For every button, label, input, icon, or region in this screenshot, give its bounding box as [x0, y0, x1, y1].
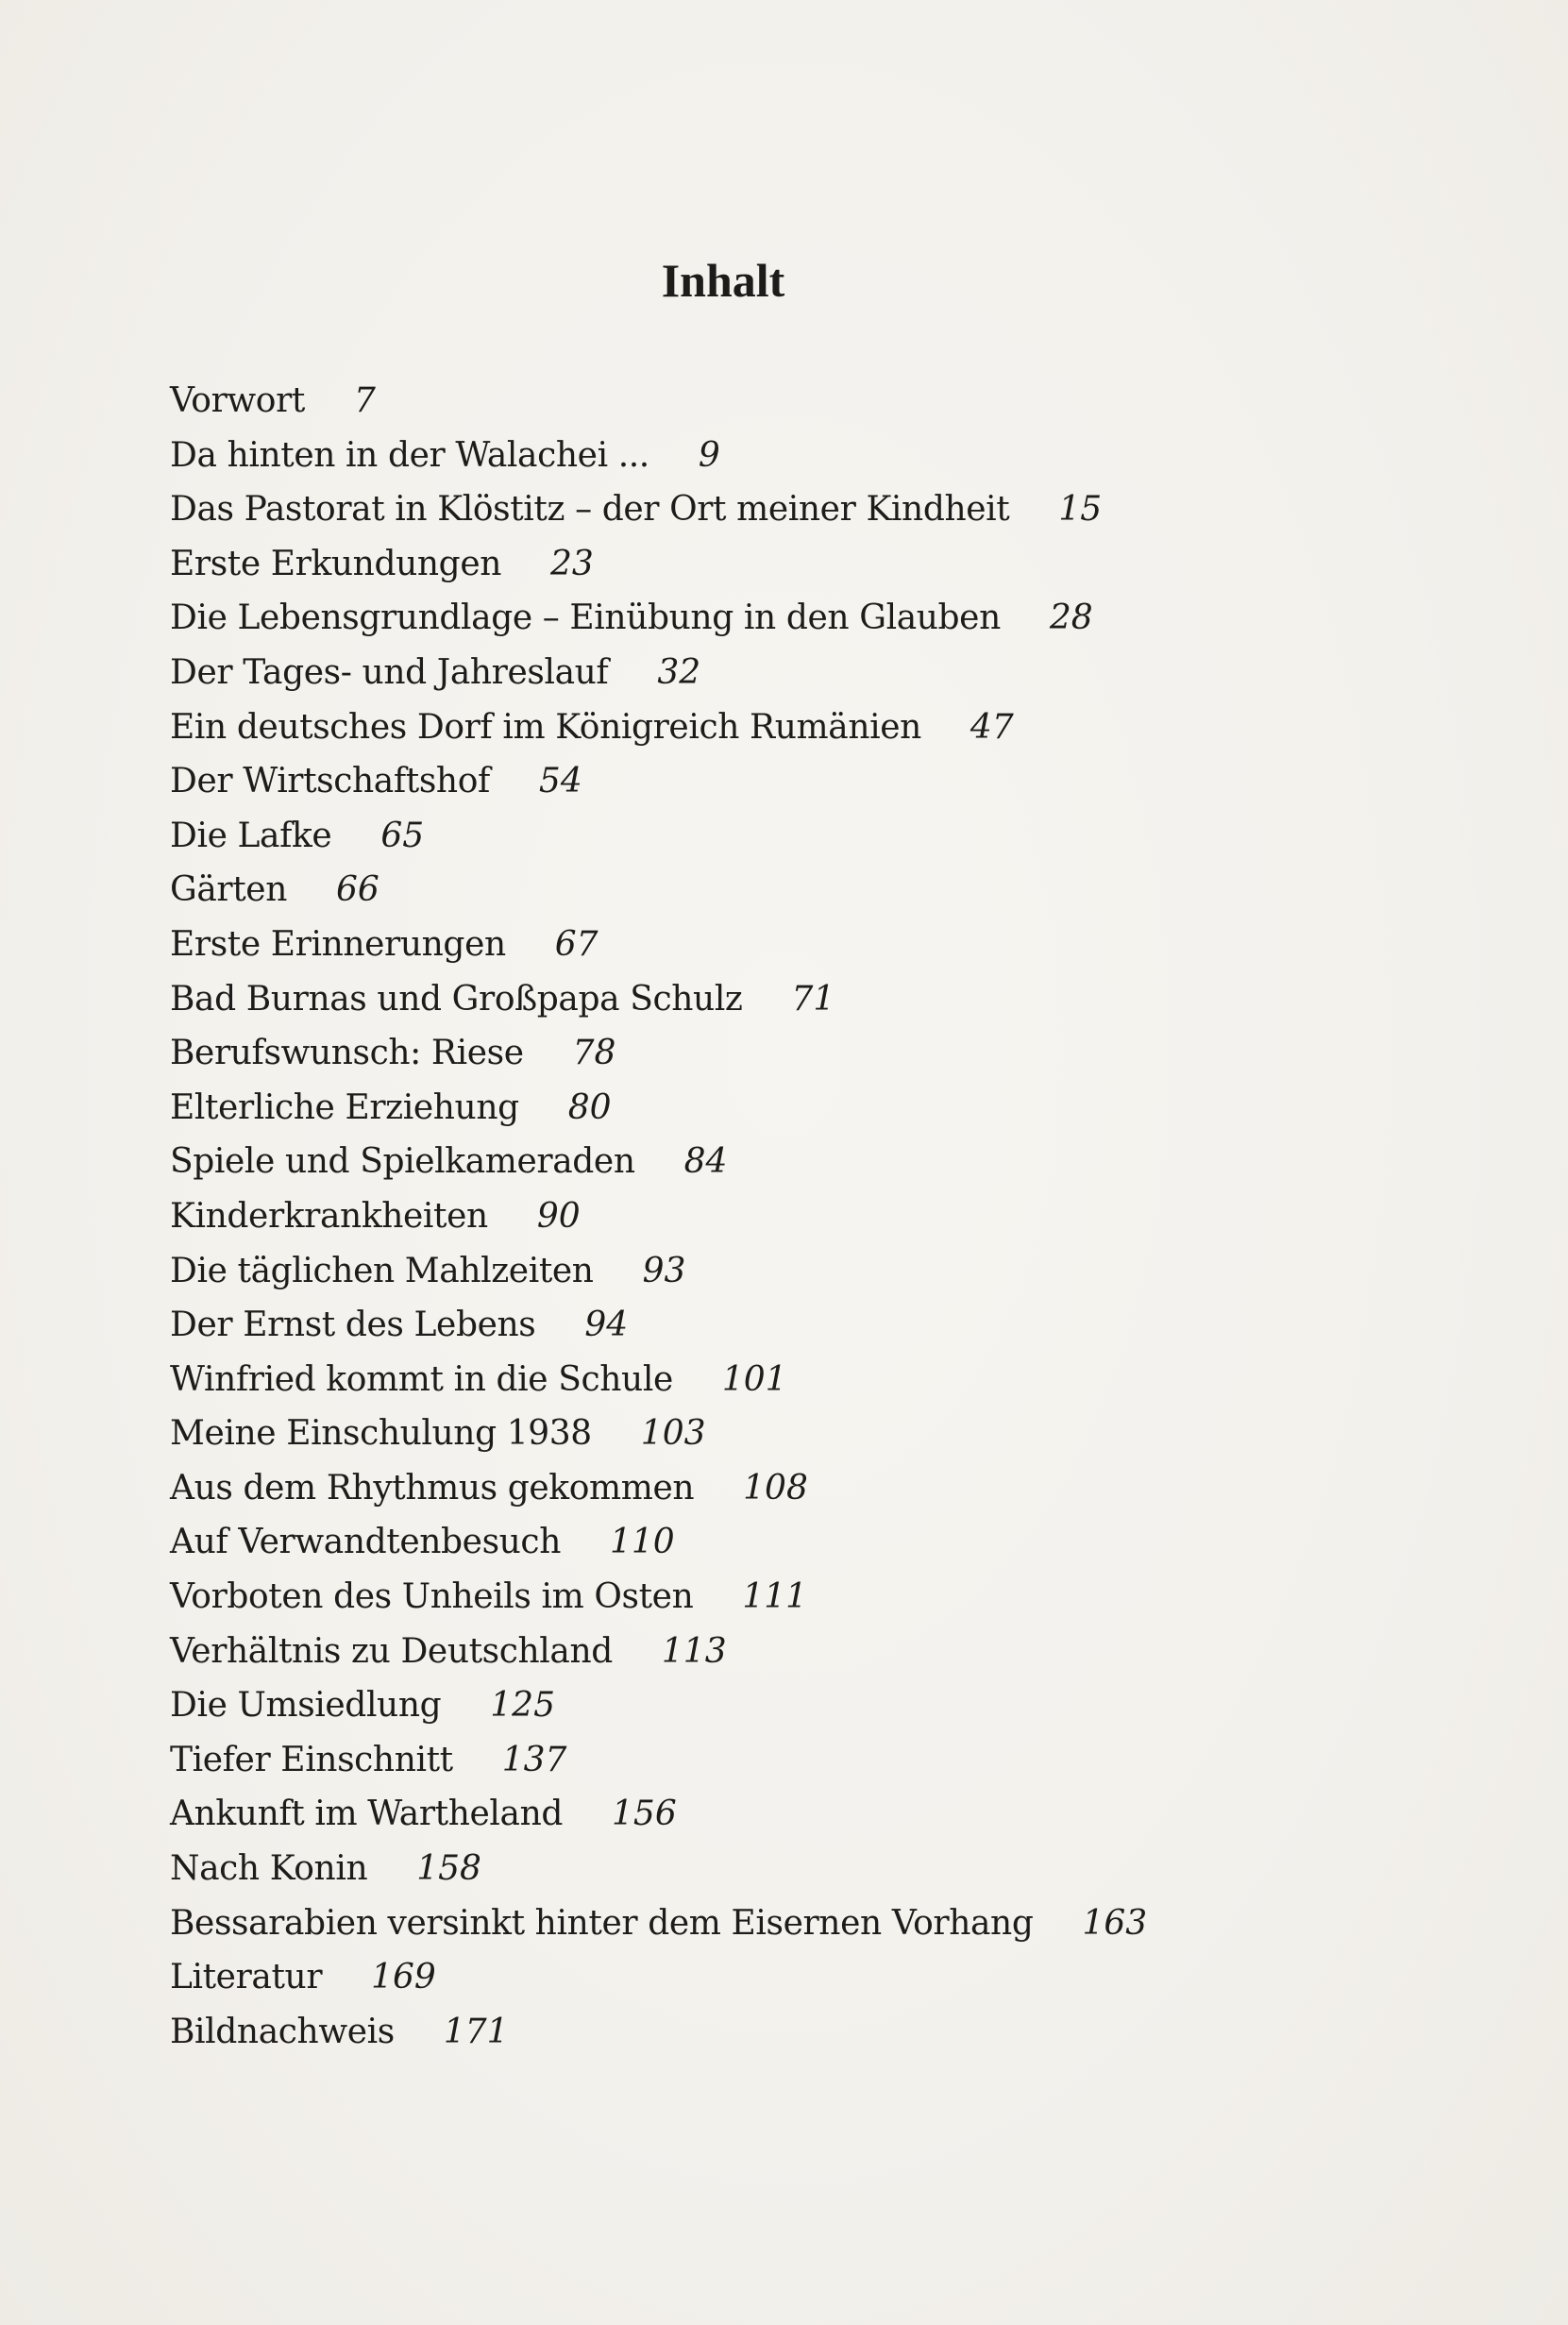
toc-entry	[170, 918, 1397, 972]
toc-entry	[170, 646, 1397, 700]
toc-page-number: 108	[743, 1468, 808, 1508]
toc-entry-title: Winfried kommt in die Schule	[170, 1359, 673, 1399]
toc-entry	[170, 1298, 1397, 1353]
toc-entry-title: Kinderkrankheiten	[170, 1196, 488, 1236]
toc-page-number: 47	[969, 707, 1014, 747]
toc-entry-title: Vorboten des Unheils im Osten	[170, 1577, 694, 1617]
toc-page-number: 84	[683, 1142, 728, 1182]
toc-page-number: 32	[657, 652, 701, 692]
toc-entry-title: Berufswunsch: Riese	[170, 1034, 524, 1073]
toc-page-number: 103	[640, 1414, 706, 1454]
toc-page-number: 156	[612, 1794, 677, 1834]
toc-page-number: 110	[609, 1523, 675, 1562]
toc-entry	[170, 1135, 1397, 1189]
toc-page-number: 125	[490, 1686, 555, 1726]
page-title: Inhalt	[661, 254, 785, 307]
toc-page-number: 54	[538, 762, 582, 801]
toc-entry-title: Die täglichen Mahlzeiten	[170, 1251, 594, 1290]
toc-page-number: 90	[536, 1196, 581, 1236]
toc-entry	[170, 1950, 1397, 2005]
toc-page-number: 169	[371, 1958, 436, 1997]
toc-entry-title: Spiele und Spielkameraden	[170, 1142, 635, 1182]
table-of-contents	[170, 374, 1397, 2059]
toc-entry	[170, 1244, 1397, 1299]
toc-page-number: 137	[501, 1740, 567, 1779]
toc-entry	[170, 2005, 1397, 2060]
toc-entry-title: Erste Erinnerungen	[170, 924, 506, 964]
toc-page-number: 65	[380, 816, 425, 855]
toc-entry	[170, 809, 1397, 864]
toc-page-number: 113	[661, 1631, 727, 1671]
toc-entry	[170, 374, 1397, 429]
toc-entry	[170, 1407, 1397, 1461]
toc-page-number: 93	[642, 1251, 686, 1290]
toc-entry-title: Literatur	[170, 1958, 323, 1997]
toc-page-number: 15	[1058, 490, 1103, 530]
toc-entry-title: Die Umsiedlung	[170, 1686, 442, 1726]
toc-entry-title: Tiefer Einschnitt	[170, 1740, 453, 1779]
toc-page-number: 111	[742, 1577, 808, 1617]
toc-entry-title: Bildnachweis	[170, 2012, 395, 2051]
toc-page-number: 67	[554, 924, 599, 964]
toc-entry-title: Der Wirtschaftshof	[170, 762, 490, 801]
toc-entry	[170, 700, 1397, 755]
toc-entry	[170, 1353, 1397, 1407]
toc-entry-title: Ankunft im Wartheland	[170, 1794, 564, 1834]
toc-page-number: 101	[721, 1359, 787, 1399]
toc-page-number: 28	[1049, 598, 1093, 638]
toc-entry	[170, 1189, 1397, 1244]
toc-entry	[170, 591, 1397, 646]
toc-entry	[170, 1081, 1397, 1136]
toc-entry	[170, 1461, 1397, 1516]
toc-entry	[170, 1570, 1397, 1625]
toc-page-number: 78	[572, 1034, 616, 1073]
toc-page-number: 9	[698, 435, 720, 475]
toc-page-number: 71	[791, 979, 835, 1019]
toc-entry	[170, 1625, 1397, 1679]
toc-entry-title: Erste Erkundungen	[170, 544, 502, 583]
toc-entry	[170, 1515, 1397, 1570]
toc-entry	[170, 1896, 1397, 1951]
toc-page-number: 66	[336, 870, 379, 910]
toc-entry-title: Vorwort	[170, 381, 305, 420]
toc-entry	[170, 754, 1397, 809]
toc-entry-title: Meine Einschulung 1938	[170, 1414, 592, 1454]
toc-entry-title: Da hinten in der Walachei ...	[170, 435, 649, 475]
toc-entry-title: Ein deutsches Dorf im Königreich Rumänien	[170, 707, 921, 747]
toc-entry-title: Elterliche Erziehung	[170, 1087, 519, 1127]
toc-page-number: 171	[443, 2012, 509, 2051]
toc-entry	[170, 1026, 1397, 1081]
toc-entry-title: Nach Konin	[170, 1849, 368, 1889]
toc-entry-title: Gärten	[170, 870, 287, 910]
toc-page-number: 7	[353, 381, 376, 420]
toc-entry	[170, 1733, 1397, 1788]
toc-entry-title: Die Lafke	[170, 816, 332, 855]
toc-entry	[170, 1678, 1397, 1733]
toc-page-number: 163	[1082, 1903, 1148, 1943]
toc-page-number: 80	[567, 1087, 612, 1127]
toc-entry-title: Das Pastorat in Klöstitz – der Ort meiner Kindheit	[170, 490, 1010, 530]
toc-entry	[170, 972, 1397, 1027]
toc-entry	[170, 1787, 1397, 1842]
toc-entry-title: Bad Burnas und Großpapa Schulz	[170, 979, 743, 1019]
toc-entry-title: Die Lebensgrundlage – Einübung in den Glauben	[170, 598, 1001, 638]
toc-page-number: 158	[416, 1849, 481, 1889]
toc-page-number: 23	[550, 544, 594, 583]
toc-entry	[170, 1842, 1397, 1896]
toc-entry-title: Aus dem Rhythmus gekommen	[170, 1468, 695, 1508]
toc-entry-title: Der Tages- und Jahreslauf	[170, 652, 609, 692]
toc-entry	[170, 863, 1397, 918]
toc-entry	[170, 429, 1397, 483]
toc-entry-title: Der Ernst des Lebens	[170, 1306, 536, 1345]
toc-entry-title: Verhältnis zu Deutschland	[170, 1631, 613, 1671]
toc-page-number: 94	[584, 1306, 629, 1345]
toc-entry	[170, 537, 1397, 592]
toc-entry-title: Bessarabien versinkt hinter dem Eisernen Vorhang	[170, 1903, 1034, 1943]
toc-entry	[170, 482, 1397, 537]
toc-entry-title: Auf Verwandtenbesuch	[170, 1523, 561, 1562]
